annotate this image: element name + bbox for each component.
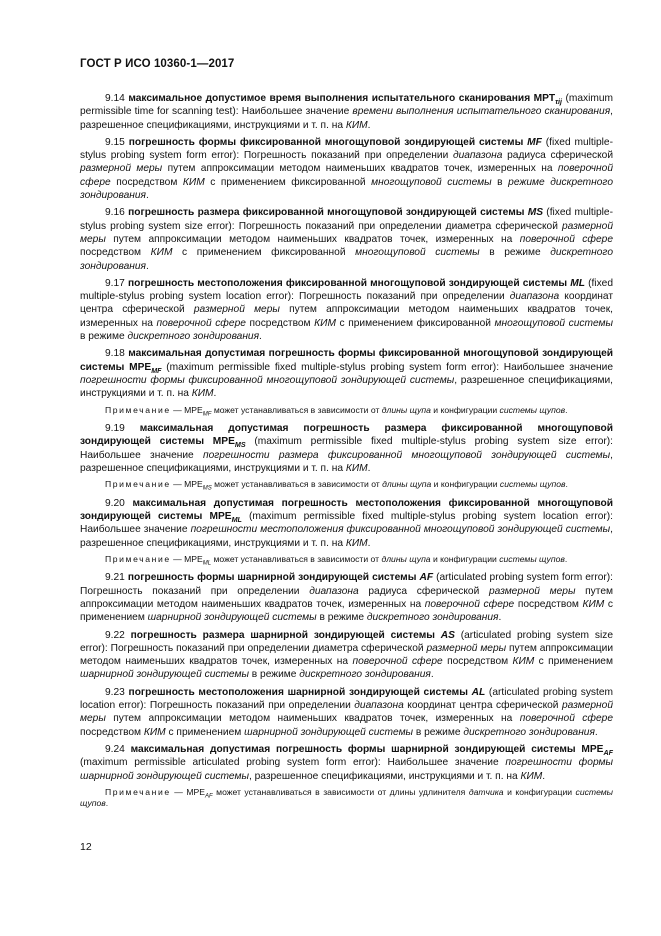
text-run: погрешность размера фиксированной многощуповой зондирующей системы: [128, 207, 528, 219]
text-run: системы щупов: [80, 786, 613, 809]
text-run: погрешность размера шарнирной зондирующей системы: [130, 629, 441, 641]
text-run: AL: [471, 686, 486, 698]
note-paragraph: [80, 405, 613, 417]
text-run: (maximum permissible fixed multiple-stylus probing system size error): Наибольшее значение: [80, 436, 614, 461]
text-run: размерной меры: [80, 220, 613, 245]
text-run: посредством: [245, 317, 315, 329]
text-run: путем аппроксимации методом наименьших квадратов точек, измеренных на: [105, 233, 520, 245]
text-run: диапазона: [452, 150, 503, 162]
text-run: в: [491, 176, 509, 188]
note-paragraph: [80, 554, 613, 566]
text-run: размерной меры: [80, 700, 613, 725]
text-run: КИМ: [182, 176, 205, 188]
text-run: AF: [419, 572, 434, 584]
text-run: с применением: [80, 599, 613, 624]
text-run: системы щупов: [499, 553, 565, 564]
term-paragraph: [80, 629, 613, 682]
text-run: координат центра сферической: [403, 700, 563, 712]
text-run: , разрешенное спецификациями, инструкциями и т. п. на: [80, 106, 613, 131]
text-run: максимальная допустимая погрешность местоположения фиксированной многощуповой зондирующей системы MPE: [80, 497, 613, 523]
text-run: координат центра сферической: [80, 291, 613, 316]
text-run: — MPE: [170, 479, 203, 490]
text-run: AF: [204, 793, 213, 800]
text-run: (fixed multiple-stylus probing system location error): Погрешность показаний при определении: [80, 277, 613, 303]
text-run: путем аппроксимации методом наименьших квадратов точек, измеренных на: [105, 713, 520, 725]
text-run: ML: [202, 560, 212, 567]
text-run: (maximum permissible fixed multiple-stylus probing system form error): Наибольшее значение: [161, 361, 613, 373]
text-run: MF: [527, 136, 542, 148]
text-run: , разрешенное спецификациями, инструкциями и т. п. на: [80, 524, 613, 549]
text-run: КИМ: [345, 462, 368, 474]
text-run: (fixed multiple-stylus probing system form error): Погрешность показаний при определении: [80, 136, 613, 162]
text-run: погрешность местоположения шарнирной зондирующей системы: [128, 686, 472, 698]
text-run: размерной меры: [193, 304, 280, 316]
text-run: радиуса сферической: [358, 585, 489, 597]
text-run: MS: [527, 207, 544, 219]
text-run: диапазона: [309, 585, 359, 597]
text-run: дискретного зондирования: [127, 331, 260, 343]
document-body: [80, 92, 613, 816]
text-run: и конфигурации: [503, 786, 576, 797]
note-label: Примечание: [105, 786, 171, 797]
text-run: может устанавливаться в зависимости от: [211, 479, 383, 490]
text-run: поверочной сфере: [424, 599, 515, 610]
text-run: диапазона: [509, 291, 560, 303]
text-run: AS: [440, 629, 455, 641]
text-run: длины щупа: [381, 553, 431, 564]
text-run: .: [105, 798, 109, 809]
text-run: .: [542, 770, 546, 782]
text-run: погрешность формы фиксированной многощуповой зондирующей системы: [128, 136, 528, 148]
text-run: длины щупа: [382, 479, 432, 490]
text-run: максимальное допустимое время выполнения испытательного сканирования MPT: [128, 93, 556, 104]
term-paragraph: [80, 277, 613, 343]
term-number: 9.21: [105, 572, 125, 584]
note-label: Примечание: [105, 553, 171, 564]
text-run: поверочной сфере: [352, 656, 443, 668]
text-run: и конфигурации: [431, 479, 500, 490]
term-number: 9.19: [105, 423, 125, 435]
text-run: .: [594, 726, 598, 738]
text-run: размерной меры: [80, 163, 163, 175]
text-run: в режиме: [316, 612, 367, 624]
text-run: погрешности формы шарнирной зондирующей системы: [80, 757, 613, 782]
text-run: .: [259, 331, 262, 343]
text-run: .: [565, 479, 568, 490]
page-number: 12: [80, 841, 92, 853]
text-run: КИМ: [143, 726, 166, 738]
text-run: максимальная допустимая погрешность формы шарнирной зондирующей системы MPE: [130, 743, 604, 755]
text-run: посредством: [442, 656, 513, 668]
text-run: поверочной сфере: [519, 713, 613, 725]
note-paragraph: [80, 787, 613, 810]
text-run: режиме дискретного зондирования: [80, 176, 614, 202]
text-run: погрешности формы фиксированной многощуповой зондирующей системы: [80, 374, 455, 386]
text-run: .: [146, 190, 149, 202]
text-run: .: [213, 388, 217, 400]
term-number: 9.22: [105, 629, 125, 641]
text-run: радиуса сферической: [502, 150, 614, 162]
text-run: путем аппроксимации методом наименьших квадратов точек, измеренных на: [80, 304, 613, 329]
text-run: и конфигурации: [430, 404, 500, 415]
text-run: ML: [231, 516, 242, 525]
term-paragraph: [80, 136, 613, 202]
text-run: в режиме: [413, 726, 464, 738]
text-run: .: [146, 260, 149, 272]
text-run: может устанавливаться в зависимости от длины удлинителя: [212, 786, 469, 797]
text-run: КИМ: [191, 388, 214, 400]
text-run: максимальная допустимая погрешность размера фиксированной многощуповой зондирующей системы MPE: [80, 423, 613, 448]
text-run: может устанавливаться в зависимости от: [211, 553, 382, 564]
text-run: дискретного зондирования: [299, 669, 431, 681]
text-run: (maximum permissible articulated probing system form error): Наибольшее значение: [80, 757, 506, 769]
text-run: шарнирной зондирующей системы: [80, 669, 249, 681]
text-run: (fixed multiple-stylus probing system size error): Погрешность показаний при определении диаметра сферической: [80, 207, 613, 232]
note-label: Примечание: [105, 479, 171, 490]
text-run: τij: [555, 98, 562, 107]
text-run: MS: [202, 485, 212, 492]
text-run: шарнирной зондирующей системы: [244, 726, 414, 738]
text-run: .: [367, 119, 371, 131]
term-paragraph: [80, 347, 613, 400]
text-run: с применением: [165, 726, 245, 738]
text-run: погрешность местоположения фиксированной многощуповой зондирующей системы: [127, 277, 571, 289]
text-run: .: [498, 612, 502, 624]
text-run: системы щупов: [499, 479, 566, 490]
text-run: , разрешенное спецификациями, инструкциями и т. п. на: [248, 770, 521, 782]
text-run: датчика: [468, 786, 504, 797]
text-run: .: [367, 537, 371, 549]
text-run: .: [367, 462, 371, 474]
note-label: Примечание: [105, 404, 171, 415]
text-run: дискретного зондирования: [463, 726, 595, 738]
term-paragraph: [80, 92, 613, 132]
text-run: максимальная допустимая погрешность формы фиксированной многощуповой зондирующей системы MPE: [80, 348, 613, 373]
text-run: , разрешенное спецификациями, инструкциями и т. п. на: [80, 449, 613, 474]
text-run: погрешности местоположения фиксированной многощуповой зондирующей системы: [190, 524, 611, 536]
text-run: в режиме: [479, 247, 551, 259]
text-run: диапазона: [354, 700, 404, 712]
text-run: (maximum permissible time for scanning test): Наибольшее значение: [80, 93, 614, 118]
text-run: с применением фиксированной: [204, 176, 372, 188]
term-number: 9.17: [105, 277, 125, 289]
text-run: в режиме: [80, 331, 128, 343]
text-run: .: [430, 669, 434, 681]
term-number: 9.23: [105, 686, 125, 698]
text-run: дискретного зондирования: [366, 612, 499, 624]
text-run: погрешности размера фиксированной многощуповой зондирующей системы: [203, 449, 611, 461]
text-run: с применением фиксированной: [172, 247, 356, 259]
text-run: .: [564, 553, 568, 564]
text-run: ML: [570, 277, 585, 289]
text-run: поверочной сфере: [156, 317, 246, 329]
text-run: (articulated probing system location error): Погрешность показаний при определении: [80, 686, 613, 712]
text-run: времени выполнения испытательного сканирования: [352, 106, 611, 118]
text-run: КИМ: [582, 599, 605, 610]
text-run: (articulated probing system size error): Погрешность показаний при определении диаметра сферической: [80, 629, 613, 654]
text-run: посредством: [80, 726, 144, 738]
text-run: путем аппроксимации методом наименьших квадратов точек, измеренных на: [162, 163, 558, 175]
term-number: 9.18: [105, 348, 125, 360]
text-run: — MPE: [170, 786, 205, 797]
text-run: (maximum permissible fixed multiple-stylus probing system location error): Наибольшее значение: [80, 511, 614, 536]
term-paragraph: [80, 497, 613, 550]
text-run: с применением фиксированной: [335, 317, 495, 329]
text-run: — MPE: [170, 553, 203, 564]
text-run: дискретного зондирования: [80, 247, 614, 272]
text-run: размерной меры: [488, 585, 576, 597]
text-run: MF: [151, 366, 162, 375]
term-paragraph: [80, 422, 613, 475]
text-run: шарнирной зондирующей системы: [147, 612, 317, 624]
text-run: MS: [234, 441, 246, 450]
term-paragraph: [80, 686, 613, 739]
text-run: длины щупа: [381, 404, 431, 415]
text-run: и конфигурации: [430, 553, 500, 564]
text-run: посредством: [80, 247, 151, 259]
text-run: КИМ: [314, 317, 336, 329]
text-run: многощуповой системы: [355, 247, 480, 259]
text-run: путем аппроксимации методом наименьших квадратов точек, измеренных на: [80, 642, 614, 668]
text-run: системы щупов: [499, 404, 566, 415]
term-number: 9.24: [105, 743, 125, 755]
text-run: в режиме: [248, 669, 300, 681]
text-run: КИМ: [512, 656, 535, 668]
note-paragraph: [80, 479, 613, 491]
text-run: КИМ: [345, 537, 368, 549]
text-run: AF: [603, 749, 613, 757]
text-run: КИМ: [520, 770, 543, 782]
text-run: — MPE: [170, 404, 203, 415]
text-run: путем аппроксимации методом наименьших квадратов точек, измеренных на: [80, 585, 614, 610]
text-run: поверочной сфере: [80, 163, 613, 188]
text-run: КИМ: [345, 119, 368, 131]
text-run: КИМ: [150, 247, 173, 259]
text-run: .: [565, 404, 568, 415]
text-run: поверочной сфере: [519, 233, 613, 245]
term-number: 9.14: [105, 93, 125, 104]
term-paragraph: [80, 743, 613, 783]
term-number: 9.16: [105, 207, 125, 219]
term-number: 9.15: [105, 136, 125, 148]
text-run: с применением: [534, 656, 613, 668]
term-paragraph: [80, 206, 613, 272]
text-run: может устанавливаться в зависимости от: [211, 404, 382, 415]
text-run: , разрешенное спецификациями, инструкциями и т. п. на: [80, 374, 613, 400]
text-run: посредством: [110, 176, 183, 188]
term-number: 9.20: [105, 497, 125, 509]
text-run: посредством: [514, 599, 583, 610]
text-run: многощуповой системы: [371, 176, 492, 188]
text-run: (articulated probing system form error): Погрешность показаний при определении: [80, 572, 614, 597]
term-paragraph: [80, 571, 613, 624]
text-run: MF: [202, 411, 212, 418]
text-run: погрешность формы шарнирной зондирующей системы: [127, 572, 420, 584]
text-run: многощуповой системы: [494, 317, 614, 329]
document-header: ГОСТ Р ИСО 10360-1—2017: [80, 58, 235, 70]
text-run: размерной меры: [426, 642, 507, 654]
